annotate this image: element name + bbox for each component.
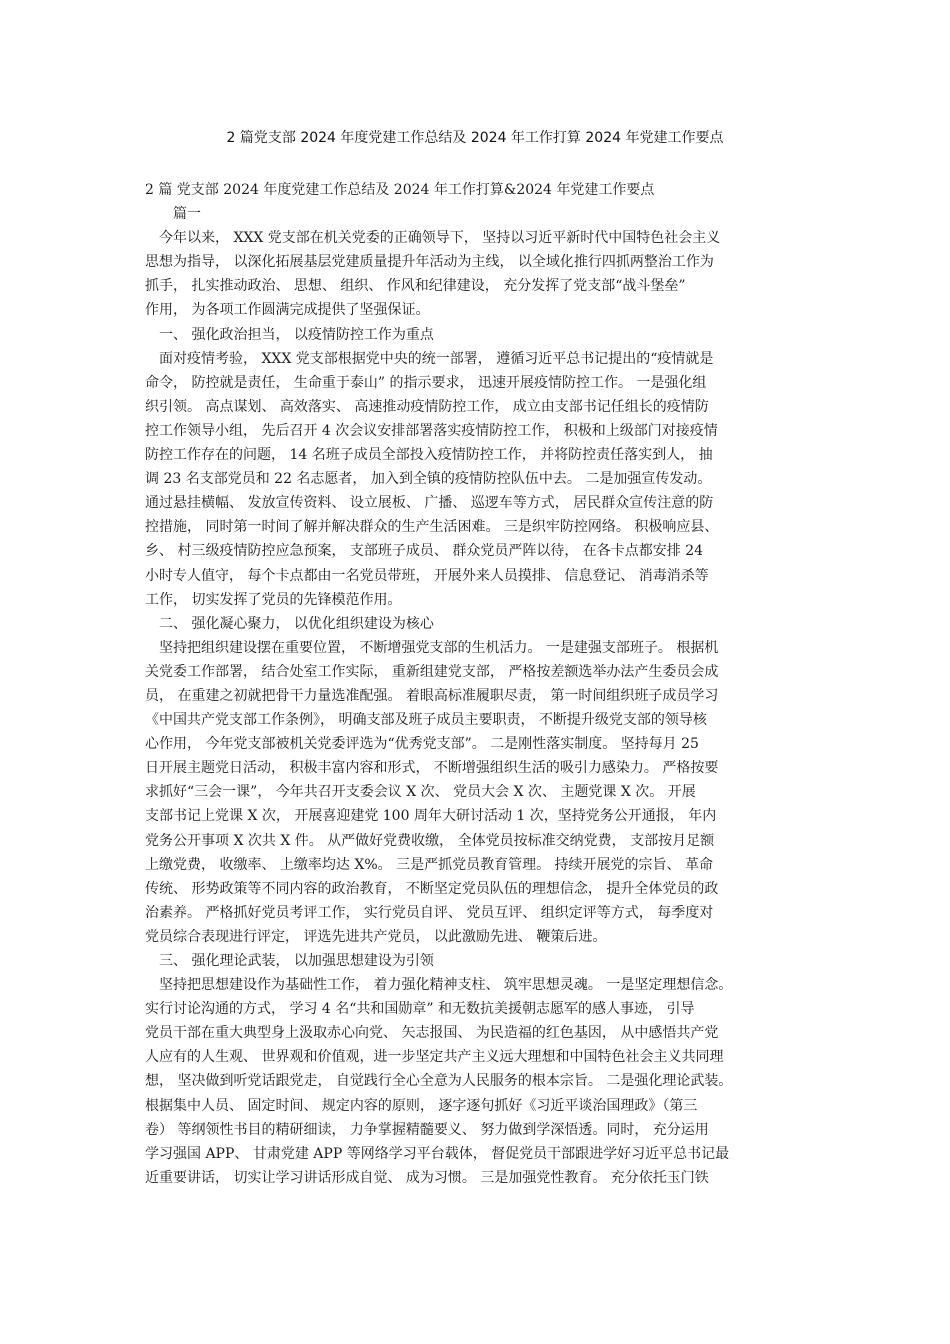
part-label: 篇一 xyxy=(173,206,201,223)
paragraph-line: 传统、 形势政策等不同内容的政治教育， 不断坚定党员队伍的理想信念， 提升全体党员的政 xyxy=(145,880,719,897)
paragraph-line: 工作， 切实发挥了党员的先锋模范作用。 xyxy=(145,591,402,608)
paragraph-line: 调 23 名支部党员和 22 名志愿者， 加入到全镇的疫情防控队伍中去。 二是加强宣传发动。 xyxy=(145,471,712,488)
paragraph-line: 面对疫情考验， XXX 党支部根据党中央的统一部署， 遵循习近平总书记提出的“疫情就是 xyxy=(159,350,714,367)
section-heading: 二、 强化凝心聚力， 以优化组织建设为核心 xyxy=(159,615,434,632)
paragraph-line: 命令， 防控就是责任， 生命重于泰山” 的指示要求， 迅速开展疫情防控工作。 一是强化组 xyxy=(145,374,707,391)
paragraph-line: 近重要讲话， 切实让学习讲话形成自觉、 成为习惯。 三是加强党性教育。 充分依托玉门铁 xyxy=(145,1169,709,1186)
paragraph-line: 防控工作存在的问题， 14 名班子成员全部投入疫情防控工作， 并将防控责任落实到人， 抽 xyxy=(145,447,713,464)
paragraph-line: 《中国共产党支部工作条例》， 明确支部及班子成员主要职责， 不断提升级党支部的领导核 xyxy=(145,712,707,729)
paragraph-line: 作用， 为各项工作圆满完成提供了坚强保证。 xyxy=(145,302,430,319)
paragraph-line: 坚持把思想建设作为基础性工作， 着力强化精神支柱、 筑牢思想灵魂。 一是坚定理想信念。 xyxy=(159,977,733,994)
paragraph-line: 卷） 等纲领性书目的精研细读， 力争掌握精髓要义、 努力做到学深悟透。同时， 充分运用 xyxy=(145,1121,709,1138)
paragraph-line: 人应有的人生观、 世界观和价值观，进一步坚定共产主义远大理想和中国特色社会主义共同理 xyxy=(145,1049,724,1066)
paragraph-line: 想， 坚决做到听党话跟党走， 自觉践行全心全意为人民服务的根本宗旨。 二是强化理论武装。 xyxy=(145,1073,733,1090)
paragraph-line: 通过悬挂横幅、 发放宣传资料、 设立展板、 广播、 巡逻车等方式， 居民群众宣传注意的防 xyxy=(145,495,714,512)
paragraph-line: 思想为指导， 以深化拓展基层党建质量提升年活动为主线， 以全域化推行四抓两整治工作为 xyxy=(145,254,714,271)
paragraph-line: 党务公开事项 X 次共 X 件。 从严做好党费收缴， 全体党员按标准交纳党费， 支部按月足额 xyxy=(145,832,715,849)
paragraph-line: 今年以来， XXX 党支部在机关党委的正确领导下， 坚持以习近平新时代中国特色社会主义 xyxy=(159,230,721,247)
paragraph-line: 小时专人值守， 每个卡点都由一名党员带班， 开展外来人员摸排、 信息登记、 消毒消杀等 xyxy=(145,567,709,584)
paragraph-line: 织引领。 高点谋划、 高效落实、 高速推动疫情防控工作， 成立由支部书记任组长的疫情防 xyxy=(145,398,709,415)
section-heading: 三、 强化理论武装， 以加强思想建设为引领 xyxy=(159,953,434,969)
paragraph-line: 党员综合表现进行评定， 评选先进共产党员， 以此激励先进、 鞭策后进。 xyxy=(145,928,607,945)
paragraph-line: 乡、 村三级疫情防控应急预案， 支部班子成员、 群众党员严阵以待， 在各卡点都安排 24 xyxy=(145,543,704,560)
paragraph-line: 学习强国 APP、 甘肃党建 APP 等网络学习平台载体， 督促党员干部跟进学好习近平总书记最 xyxy=(145,1145,730,1162)
paragraph-line: 上缴党费， 收缴率、 上缴率均达 X%。 三是严抓党员教育管理。 持续开展党的宗旨、 革命 xyxy=(145,856,713,873)
paragraph-line: 关党委工作部署， 结合处室工作实际， 重新组建党支部， 严格按差额选举办法产生委员会成 xyxy=(145,663,719,680)
paragraph-line: 心作用， 今年党支部被机关党委评选为“优秀党支部”。 二是刚性落实制度。 坚持每月 25 xyxy=(145,736,699,753)
paragraph-line: 根据集中人员、 固定时间、 规定内容的原则， 逐字逐句抓好《习近平谈治国理政》（第三 xyxy=(145,1097,698,1114)
document-title: 2 篇党支部 2024 年度党建工作总结及 2024 年工作打算 2024 年党建工作要点 xyxy=(226,130,724,146)
paragraph-line: 抓手， 扎实推动政治、 思想、 组织、 作风和纪律建设， 充分发挥了党支部“战斗堡垒” xyxy=(145,278,686,295)
document-body xyxy=(145,178,825,1190)
paragraph-line: 控措施， 同时第一时间了解并解决群众的生产生活困难。 三是织牢防控网络。 积极响应县、 xyxy=(145,519,719,536)
paragraph-line: 党员干部在重大典型身上汲取赤心向党、 矢志报国、 为民造福的红色基因， 从中感悟共产党 xyxy=(145,1025,719,1042)
paragraph-line: 实行讨论沟通的方式， 学习 4 名“共和国勋章” 和无数抗美援朝志愿军的感人事迹， 引导 xyxy=(145,1001,695,1018)
document-subtitle: 2 篇 党支部 2024 年度党建工作总结及 2024 年工作打算&2024 年党建工作要点 xyxy=(145,182,655,198)
paragraph-line: 控工作领导小组， 先后召开 4 次会议安排部署落实疫情防控工作， 积极和上级部门对接疫情 xyxy=(145,422,718,439)
paragraph-line: 日开展主题党日活动， 积极丰富内容和形式， 不断增强组织生活的吸引力感染力。 严格按要 xyxy=(145,760,719,777)
paragraph-line: 员， 在重建之初就把骨干力量选准配强。 着眼高标准履职尽责， 第一时间组织班子成员学习 xyxy=(145,687,719,704)
paragraph-line: 支部书记上党课 X 次， 开展喜迎建党 100 周年大研讨活动 1 次，坚持党务公开通报， 年内 xyxy=(145,808,717,825)
section-heading: 一、 强化政治担当， 以疫情防控工作为重点 xyxy=(159,326,434,343)
paragraph-line: 求抓好“三会一课”， 今年共召开支委会议 X 次、 党员大会 X 次、 主题党课 X 次。 开展 xyxy=(145,784,696,801)
paragraph-line: 坚持把组织建设摆在重要位置， 不断增强党支部的生机活力。 一是建强支部班子。 根据机 xyxy=(159,639,719,656)
paragraph-line: 治素养。 严格抓好党员考评工作， 实行党员自评、 党员互评、 组织定评等方式， 每季度对 xyxy=(145,904,714,921)
